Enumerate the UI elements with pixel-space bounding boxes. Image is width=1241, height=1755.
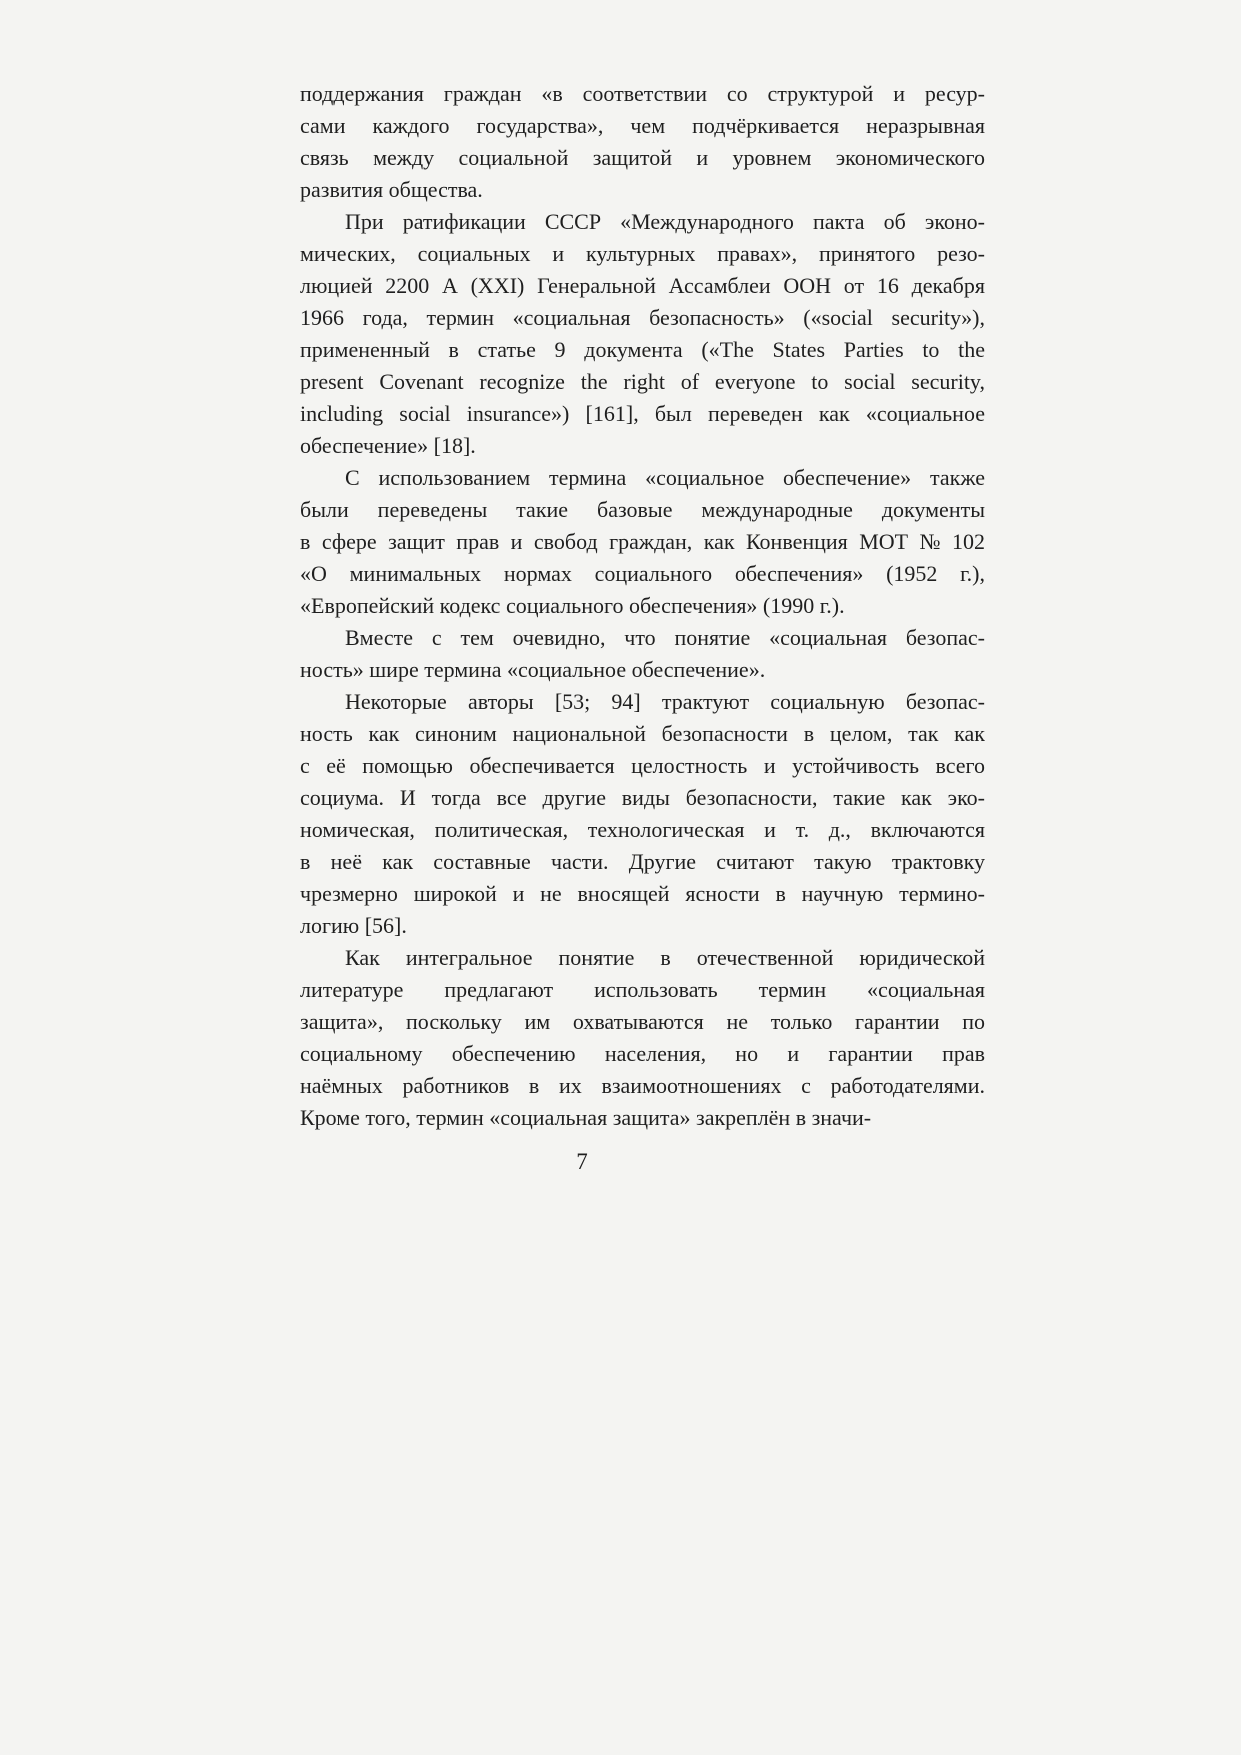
text-line: «Европейский кодекс социального обеспечения» (1990 г.).	[300, 593, 845, 618]
text-line: социальному обеспечению населения, но и гарантии прав	[300, 1041, 985, 1066]
text-line: С использованием термина «социальное обеспечение» также	[345, 465, 985, 490]
page-number: 7	[576, 1149, 588, 1174]
text-line: При ратификации СССР «Международного пакта об эконо-	[345, 209, 985, 234]
paragraph	[300, 622, 985, 686]
text-line: в неё как составные части. Другие считают такую трактовку	[300, 849, 985, 874]
text-line: логию [56].	[300, 913, 407, 938]
text-line: Некоторые авторы [53; 94] трактуют социальную безопас-	[345, 689, 985, 714]
text-line: поддержания граждан «в соответствии со структурой и ресур-	[300, 81, 985, 106]
text-line: Кроме того, термин «социальная защита» закреплён в значи-	[300, 1105, 872, 1130]
text-line: наёмных работников в их взаимоотношениях с работодателями.	[300, 1073, 985, 1098]
text-line: развития общества.	[300, 177, 483, 202]
paragraph	[300, 78, 985, 206]
text-line: в сфере защит прав и свобод граждан, как Конвенция МОТ № 102	[300, 529, 985, 554]
text-line: чрезмерно широкой и не вносящей ясности в научную термино-	[300, 881, 985, 906]
text-line: с её помощью обеспечивается целостность и устойчивость всего	[300, 753, 985, 778]
text-block	[300, 78, 985, 1134]
text-line: мических, социальных и культурных правах», принятого резо-	[300, 241, 985, 266]
paragraph	[300, 462, 985, 622]
paragraph	[300, 942, 985, 1134]
text-line: номическая, политическая, технологическая и т. д., включаются	[300, 817, 985, 842]
text-line: present Covenant recognize the right of everyone to social security,	[300, 369, 985, 394]
text-line: примененный в статье 9 документа («The States Parties to the	[300, 337, 985, 362]
text-line: обеспечение» [18].	[300, 433, 476, 458]
text-line: литературе предлагают использовать термин «социальная	[300, 977, 985, 1002]
paragraph	[300, 206, 985, 462]
text-line: люцией 2200 А (XXI) Генеральной Ассамблеи ООН от 16 декабря	[300, 273, 985, 298]
text-line: связь между социальной защитой и уровнем экономического	[300, 145, 985, 170]
text-line: были переведены такие базовые международные документы	[300, 497, 985, 522]
text-line: «О минимальных нормах социального обеспечения» (1952 г.),	[300, 561, 985, 586]
text-line: Как интегральное понятие в отечественной юридической	[345, 945, 985, 970]
text-line: Вместе с тем очевидно, что понятие «социальная безопас-	[345, 625, 985, 650]
paragraph	[300, 686, 985, 942]
text-line: ность» шире термина «социальное обеспечение».	[300, 657, 766, 682]
text-line: сами каждого государства», чем подчёркивается неразрывная	[300, 113, 985, 138]
text-line: защита», поскольку им охватываются не только гарантии по	[300, 1009, 985, 1034]
text-line: 1966 года, термин «социальная безопасность» («social security»),	[300, 305, 985, 330]
text-line: including social insurance») [161], был переведен как «социальное	[300, 401, 985, 426]
text-line: ность как синоним национальной безопасности в целом, так как	[300, 721, 985, 746]
text-line: социума. И тогда все другие виды безопасности, такие как эко-	[300, 785, 985, 810]
